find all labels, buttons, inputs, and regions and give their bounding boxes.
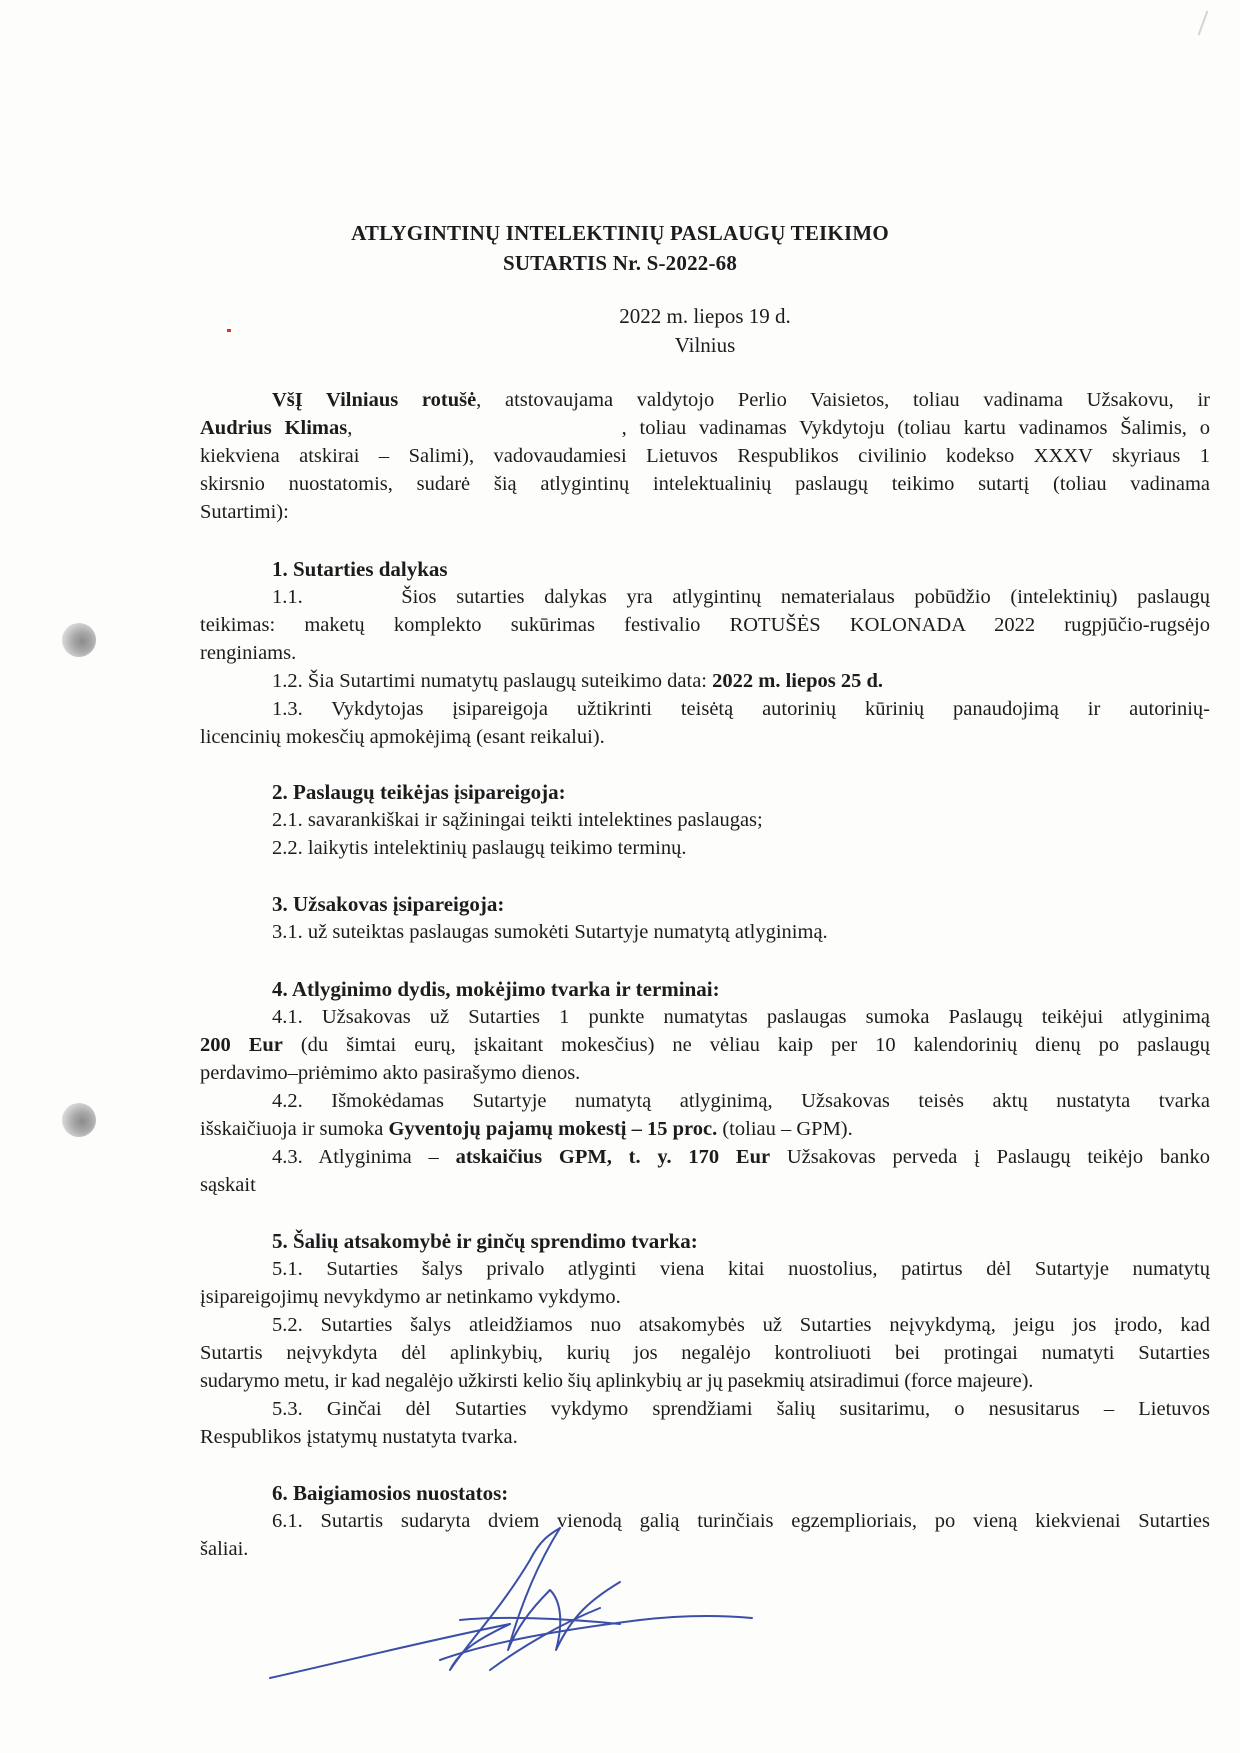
clause-4-2-line1: 4.2. Išmokėdamas Sutartyje numatytą atlyginimą, Užsakovas teisės aktų nustatyta tvarka xyxy=(272,1090,1210,1112)
punch-hole-top xyxy=(62,623,96,657)
intro-line3: kiekviena atskirai – Salimi), vadovaudamiesi Lietuvos Respublikos civilinio kodekso XXXV skyriaus 1 xyxy=(200,445,1210,467)
section-5 xyxy=(200,1227,1210,1451)
clause-4-1-line3: perdavimo–priėmimo akto pasirašymo dienos. xyxy=(200,1062,581,1084)
section-1 xyxy=(200,555,1210,751)
clause-4-1-line1: 4.1. Užsakovas už Sutarties 1 punkte numatytas paslaugas sumoka Paslaugų teikėjui atlyginimą xyxy=(272,1006,1210,1028)
party2-name: Audrius Klimas xyxy=(200,417,348,439)
scan-mark xyxy=(1198,10,1209,35)
clause-4-1-line2-text: (du šimtai eurų, įskaitant mokesčius) ne vėliau kaip per 10 kalendorinių dienų po paslaugų xyxy=(282,1034,1210,1056)
intro-line4: skirsnio nuostatomis, sudarė šią atlygintinų intelektualinių paslaugų teikimo sutartį (toliau vadinama xyxy=(200,473,1210,495)
fee-amount: 200 Eur xyxy=(200,1034,283,1056)
section-5-heading: 5. Šalių atsakomybė ir ginčų sprendimo tvarka: xyxy=(272,1229,698,1253)
section-2 xyxy=(200,778,1210,862)
intro-paragraph xyxy=(200,386,1210,526)
clause-5-1-line1: 5.1. Sutarties šalys privalo atlyginti viena kitai nuostolius, patirtus dėl Sutartyje numatytų xyxy=(272,1258,1210,1280)
clause-4-2-line2-text: išskaičiuoja ir sumoka xyxy=(200,1118,389,1140)
contract-title-line2: SUTARTIS Nr. S-2022-68 xyxy=(502,251,738,275)
clause-6-1-line1: 6.1. Sutartis sudaryta dviem vienodą galią turinčiais egzemplioriais, po vieną kiekvienai Sutarties xyxy=(272,1510,1210,1532)
income-tax-rate: Gyventojų pajamų mokestį – 15 proc. xyxy=(388,1118,718,1140)
clause-1-1-line1: 1.1. Šios sutarties dalykas yra atlygintinų nematerialaus pobūdžio (intelektinių) paslaugų xyxy=(272,586,1210,608)
clause-4-3-line1 xyxy=(200,1143,1210,1171)
section-3 xyxy=(200,890,1210,946)
clause-4-3-tail: Užsakovas perveda į Paslaugų teikėjo banko xyxy=(770,1146,1211,1168)
intro-line5: Sutartimi): xyxy=(200,501,289,523)
clause-4-1-line2 xyxy=(200,1031,1210,1059)
party1-name: VšĮ Vilniaus rotušė xyxy=(272,389,477,411)
section-6-heading: 6. Baigiamosios nuostatos: xyxy=(272,1481,509,1505)
section-2-heading: 2. Paslaugų teikėjas įsipareigoja: xyxy=(272,780,566,804)
clause-5-3-line1: 5.3. Ginčai dėl Sutarties vykdymo sprendžiami šalių susitarimu, o nesusitarus – Lietuvos xyxy=(272,1398,1210,1420)
clause-5-1-line2: įsipareigojimų nevykdymo ar netinkamo vykdymo. xyxy=(200,1286,621,1308)
red-dot-mark xyxy=(227,329,231,332)
clause-1-1-line2: teikimas: maketų komplekto sukūrimas festivalio ROTUŠĖS KOLONADA 2022 rugpjūčio-rugsėjo xyxy=(200,614,1210,636)
clause-4-3-line2: sąskait xyxy=(200,1174,256,1196)
contract-date: 2022 m. liepos 19 d. xyxy=(619,304,791,328)
punch-hole-bottom xyxy=(62,1103,96,1137)
clause-3-1: 3.1. už suteiktas paslaugas sumokėti Sutartyje numatytą atlyginimą. xyxy=(272,921,828,943)
clause-5-2-line3: sudarymo metu, ir kad negalėjo užkirsti kelio šių aplinkybių ar jų pasekmių atsiradimui (force majeure). xyxy=(200,1370,1034,1392)
section-4 xyxy=(200,975,1210,1199)
intro-line1-text: , atstovaujama valdytojo Perlio Vaisietos, toliau vadinama Užsakovu, ir xyxy=(476,389,1210,411)
clause-6-1-line2: šaliai. xyxy=(200,1538,249,1560)
intro-line2-text: , , toliau vadinamas Vykdytoju (toliau kartu vadinamos Šalimis, o xyxy=(347,417,1210,439)
clause-1-2-text: 1.2. Šia Sutartimi numatytų paslaugų suteikimo data: xyxy=(272,670,713,692)
section-1-heading: 1. Sutarties dalykas xyxy=(272,557,448,581)
clause-1-1-line3: renginiams. xyxy=(200,642,297,664)
clause-4-2-line2-tail: (toliau – GPM). xyxy=(717,1118,853,1140)
clause-2-2: 2.2. laikytis intelektinių paslaugų teikimo terminų. xyxy=(272,837,687,859)
clause-5-3-line2: Respublikos įstatymų nustatyta tvarka. xyxy=(200,1426,518,1448)
clause-1-3-line2: licencinių mokesčių apmokėjimą (esant reikalui). xyxy=(200,726,605,748)
clause-1-3-line1: 1.3. Vykdytojas įsipareigoja užtikrinti teisėtą autorinių kūrinių panaudojimą ir autorinių- xyxy=(272,698,1210,720)
net-amount: atskaičius GPM, t. y. 170 Eur xyxy=(455,1146,771,1168)
section-3-heading: 3. Užsakovas įsipareigoja: xyxy=(272,892,505,916)
signature-image xyxy=(260,1520,760,1700)
clause-2-1: 2.1. savarankiškai ir sąžiningai teikti intelektines paslaugas; xyxy=(272,809,763,831)
clause-5-2-line1: 5.2. Sutarties šalys atleidžiamos nuo atsakomybės už Sutarties neįvykdymą, jeigu jos įrodo, kad xyxy=(272,1314,1210,1336)
clause-4-3-text: 4.3. Atlyginima – xyxy=(272,1146,456,1168)
intro-line1 xyxy=(200,386,1210,414)
service-date: 2022 m. liepos 25 d. xyxy=(712,670,883,692)
contract-place: Vilnius xyxy=(674,333,736,357)
contract-title-line1: ATLYGINTINŲ INTELEKTINIŲ PASLAUGŲ TEIKIMO xyxy=(351,221,889,245)
clause-1-2 xyxy=(200,667,1210,695)
clause-5-2-line2: Sutartis neįvykdyta dėl aplinkybių, kurių jos negalėjo kontroliuoti bei protingai numatyti Sutarties xyxy=(200,1342,1210,1364)
clause-4-2-line2 xyxy=(200,1115,1210,1143)
section-4-heading: 4. Atlyginimo dydis, mokėjimo tvarka ir terminai: xyxy=(272,977,720,1001)
intro-line2 xyxy=(200,414,1210,442)
